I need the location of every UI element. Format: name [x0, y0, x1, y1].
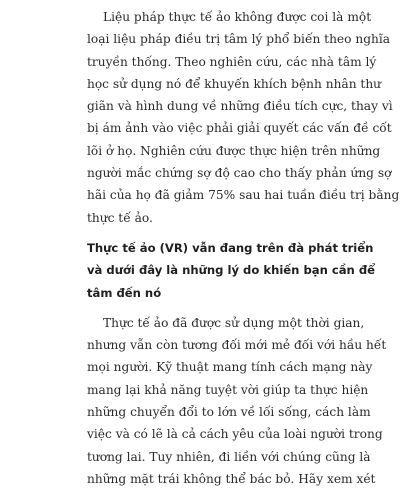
text-line: học sử dụng nó để khuyến khích bệnh nhân thư: [87, 76, 382, 91]
text-line: người mắc chứng sợ độ cao cho thấy phản ứng sợ: [87, 166, 392, 181]
text-line: Liệu pháp thực tế ảo không được coi là một: [103, 10, 372, 24]
text-line: truyền thống. Theo nghiên cứu, các nhà tâm lý: [87, 54, 377, 69]
text-line: việc và có lẽ là cả cách yêu của loài người trong: [87, 427, 383, 442]
page-text: [87, 6, 400, 490]
text-line: bị ám ảnh vào việc phải giải quyết các vấn đề cốt: [87, 121, 392, 136]
text-line: mọi người. Kỹ thuật mang tính cách mạng này: [87, 360, 373, 375]
text-line: Thực tế ảo đã được sử dụng một thời gian,: [103, 315, 365, 330]
text-line: mang lại khả năng tuyệt vời giúp ta thực hiện: [87, 382, 369, 397]
heading-line: tâm đến nó: [87, 285, 162, 300]
section-heading: [87, 237, 376, 304]
section-gap: [87, 304, 331, 312]
text-line: nhưng vẫn còn tương đối mới mẻ đối với hầu hết: [87, 338, 387, 353]
heading-line: và dưới đây là những lý do khiến bạn cần để: [87, 263, 376, 278]
text-line: những mặt trái không thể bác bỏ. Hãy xem xét: [87, 471, 376, 486]
text-line: tương lai. Tuy nhiên, đi liền với chúng cũng là: [87, 449, 371, 464]
section-gap: [87, 229, 331, 237]
text-line: những chuyển đổi to lớn về lối sống, cách làm: [87, 405, 371, 420]
text-line: thực tế ảo.: [87, 210, 153, 225]
heading-line: Thực tế ảo (VR) vẫn đang trên đà phát triển: [87, 240, 374, 255]
text-line: hãi của họ đã giảm 75% sau hai tuần điều trị bằng: [87, 188, 400, 203]
text-line: giãn và hình dung về những điều tích cực, thay vì: [87, 99, 393, 114]
text-line: loại liệu pháp điều trị tâm lý phổ biến theo nghĩa: [87, 32, 391, 47]
paragraph-1: [87, 6, 400, 229]
text-line: lõi ở họ. Nghiên cứu được thực hiện trên những: [87, 143, 381, 158]
paragraph-2: [87, 312, 387, 490]
